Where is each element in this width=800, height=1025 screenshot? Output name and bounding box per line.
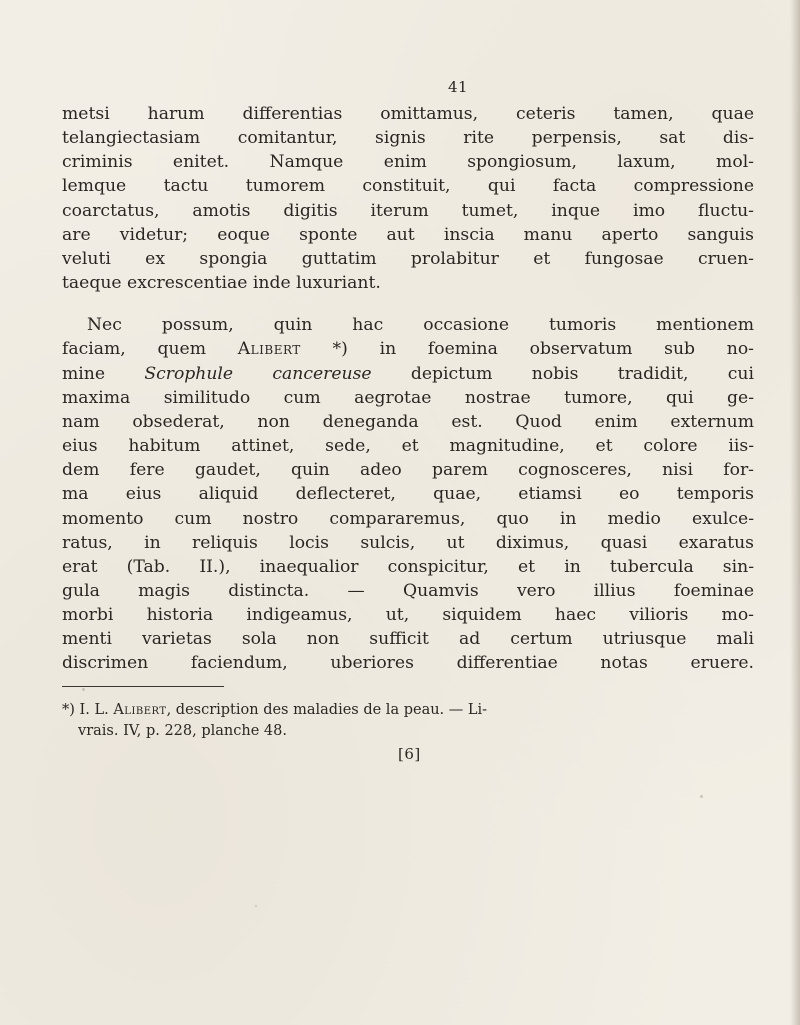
text-line: morbi historia indigeamus, ut, siquidem haec vilioris mo- — [62, 605, 754, 626]
text-line: veluti ex spongia guttatim prolabitur et fungosae cruen- — [62, 248, 754, 269]
text-run: faciam, quem — [62, 339, 238, 360]
page-number: 41 — [448, 78, 469, 96]
text-line: discrimen faciendum, uberiores differentiae notas eruere. — [62, 653, 754, 674]
text-line: maxima similitudo cum aegrotae nostrae tumore, qui ge- — [62, 387, 754, 408]
italic-title: Scrophule cancereuse — [144, 363, 372, 384]
text-line: gula magis distincta. — Quamvis vero illius foeminae — [62, 580, 754, 601]
text-line: eius habitum attinet, sede, et magnitudine, et colore iis- — [62, 436, 754, 457]
text-line — [62, 362, 754, 386]
text-run: Nec possum, quin hac occasione tumoris mentionem — [87, 315, 754, 336]
body-text — [62, 102, 754, 676]
text-line: dem fere gaudet, quin adeo parem cognosceres, nisi for- — [62, 460, 754, 481]
text-line: are videtur; eoque sponte aut inscia manu aperto sanguis — [62, 224, 754, 245]
text-line: lemque tactu tumorem constituit, qui facta compressione — [62, 176, 754, 197]
text-line — [62, 313, 754, 337]
text-line: telangiectasiam comitantur, signis rite perpensis, sat dis- — [62, 128, 754, 149]
paragraph-2 — [62, 313, 754, 675]
text-line: erat (Tab. II.), inaequalior conspicitur, et in tubercula sin- — [62, 556, 754, 577]
text-line: nam obsederat, non deneganda est. Quod enim externum — [62, 411, 754, 432]
page-edge-shadow — [790, 0, 800, 1025]
text-line: metsi harum differentias omittamus, ceteris tamen, quae — [62, 104, 754, 124]
paper-speck — [131, 520, 135, 524]
footnote-line: vrais. IV, p. 228, planche 48. — [78, 723, 287, 739]
text-line: ratus, in reliquis locis sulcis, ut diximus, quasi exaratus — [62, 532, 754, 553]
footnote-author: Alibert — [113, 702, 167, 718]
text-line: menti varietas sola non sufficit ad certum utriusque mali — [62, 629, 754, 650]
text-line: momento cum nostro compararemus, quo in medio exulce- — [62, 508, 754, 529]
footnote — [62, 700, 662, 742]
footnote-text: , description des maladies de la peau. — Li- — [166, 702, 488, 718]
text-run: mine — [62, 363, 145, 384]
paragraph-spacer — [62, 295, 754, 313]
author-name: Alibert — [237, 339, 301, 360]
text-run: *) in foemina observatum sub no- — [300, 339, 754, 360]
text-run: depictum nobis tradidit, cui — [371, 363, 754, 384]
text-line: ma eius aliquid deflecteret, quae, etiamsi eo temporis — [62, 484, 754, 505]
text-line — [62, 337, 754, 361]
paper-speck — [82, 688, 85, 691]
text-line: coarctatus, amotis digitis iterum tumet, inque imo fluctu- — [62, 200, 754, 221]
text-line: taeque excrescentiae inde luxuriant. — [62, 273, 381, 294]
footnote-rule — [62, 686, 224, 687]
footnote-marker: *) — [62, 702, 75, 718]
paper-speck — [700, 795, 703, 798]
paragraph-1 — [62, 102, 754, 295]
footnote-initials: I. L. — [79, 702, 109, 718]
paper-speck — [255, 905, 257, 907]
text-line: criminis enitet. Namque enim spongiosum, laxum, mol- — [62, 152, 754, 173]
footnote-line — [62, 700, 662, 721]
signature-mark: [6] — [398, 745, 421, 763]
